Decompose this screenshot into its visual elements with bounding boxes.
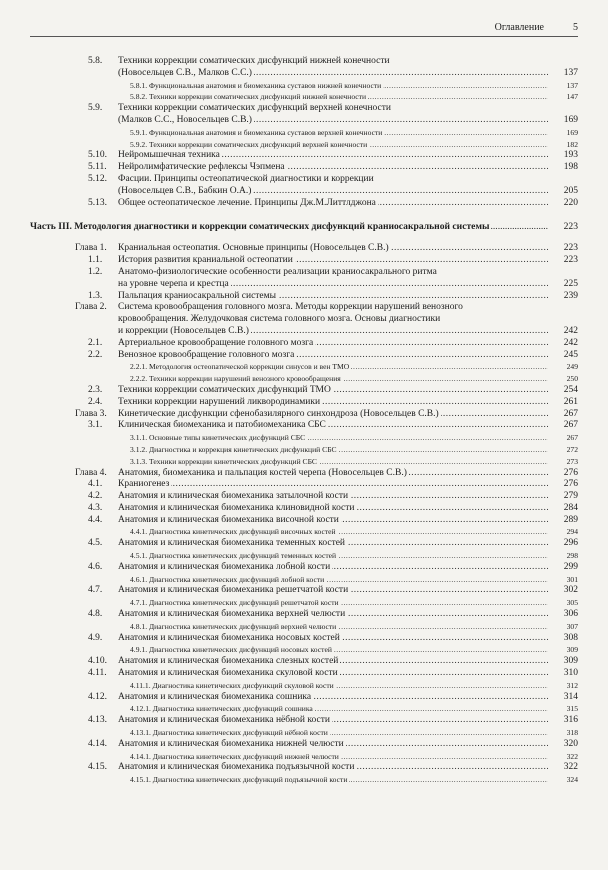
toc-entry-number: 4.8. — [88, 609, 103, 620]
toc-entry[interactable] — [0, 373, 608, 385]
toc-entry-number: 4.7. — [88, 585, 103, 596]
toc-entry-title: Артериальное кровообращение головного мозга — [118, 337, 314, 348]
toc-entry-title: Венозное кровообращение головного мозга — [118, 349, 295, 360]
toc-entry-page: 284 — [563, 502, 578, 513]
toc-entry-number: 1.3. — [88, 290, 103, 301]
toc-entry-title: Анатомия и клиническая биомеханика нёбной кости — [118, 715, 330, 726]
toc-entry[interactable] — [0, 68, 608, 80]
toc-entry[interactable] — [0, 338, 608, 350]
toc-entry-page: 220 — [563, 197, 578, 208]
toc-entry[interactable] — [0, 80, 608, 92]
toc-entry-page: 169 — [566, 127, 578, 137]
toc-entry[interactable] — [0, 574, 608, 586]
toc-entry-title: 4.8.1. Диагностика кинетических дисфункций верхней челюсти — [130, 621, 337, 631]
toc-entry-title: (Новосельцев С.В., Бабкин О.А.) — [118, 185, 252, 196]
toc-entry[interactable] — [0, 727, 608, 739]
part-label: Часть III. Методология диагностики и коррекции соматических дисфункций краниосакральной системы — [30, 221, 490, 233]
toc-entry[interactable] — [0, 468, 608, 480]
toc-entry-page: 254 — [563, 384, 578, 395]
toc-entry-number: Глава 1. — [75, 243, 107, 254]
toc-entry-title: и коррекции (Новосельцев С.В.) — [118, 325, 249, 336]
toc-entry[interactable] — [0, 255, 608, 267]
toc-entry[interactable] — [0, 491, 608, 503]
toc-entry-title: 2.2.1. Методология остеопатической коррекции синусов и вен ТМО — [130, 362, 350, 372]
toc-entry-title: Система кровообращения головного мозга. Методы коррекции нарушений венозного — [118, 302, 463, 313]
toc-entry-title: Техники коррекции соматических дисфункций ТМО — [118, 384, 331, 395]
toc-entry-title: Анатомия и клиническая биомеханика клиновидной кости — [118, 502, 355, 513]
toc-entry-page: 305 — [566, 598, 578, 608]
toc-entry[interactable] — [0, 597, 608, 609]
toc-entry-number: 4.3. — [88, 502, 103, 513]
toc-entry-page: 272 — [566, 444, 578, 454]
toc-entry[interactable] — [0, 91, 608, 103]
toc-entry[interactable] — [0, 668, 608, 680]
toc-entry-number: 5.8. — [88, 56, 103, 66]
toc-entry[interactable] — [0, 609, 608, 621]
toc-entry-title: Техники коррекции соматических дисфункций нижней конечности — [118, 56, 390, 66]
toc-entry-page: 301 — [566, 574, 578, 584]
toc-entry-title: 4.14.1. Диагностика кинетических дисфункций нижней челюсти — [130, 751, 339, 761]
toc-entry-number: 4.13. — [88, 715, 107, 726]
toc-entry[interactable] — [0, 397, 608, 409]
table-of-contents — [0, 56, 608, 786]
toc-entry[interactable] — [0, 762, 608, 774]
toc-entry-title: Анатомия и клиническая биомеханика скуловой кости — [118, 668, 338, 679]
toc-entry-title: 4.4.1. Диагностика кинетических дисфункций височных костей — [130, 527, 336, 537]
toc-entry-number: 4.11. — [88, 668, 107, 679]
toc-entry[interactable] — [0, 751, 608, 763]
toc-entry-page: 223 — [563, 243, 578, 254]
toc-entry-number: 4.5. — [88, 538, 103, 549]
toc-entry[interactable] — [0, 432, 608, 444]
toc-entry[interactable] — [0, 526, 608, 538]
toc-entry-number: Глава 3. — [75, 408, 107, 419]
toc-entry[interactable] — [0, 503, 608, 515]
toc-entry[interactable] — [0, 385, 608, 397]
toc-entry-page: 169 — [563, 114, 578, 125]
toc-entry-page: 324 — [566, 775, 578, 785]
toc-entry-page: 250 — [566, 374, 578, 384]
toc-entry-page: 147 — [566, 92, 578, 102]
toc-entry-page: 198 — [563, 162, 578, 173]
toc-entry-title: на уровне черепа и крестца — [118, 278, 229, 289]
header-page-number: 5 — [573, 22, 578, 33]
toc-entry[interactable] — [0, 186, 608, 198]
toc-entry-number: 5.13. — [88, 197, 107, 208]
toc-entry[interactable] — [0, 103, 608, 115]
toc-entry-number: 3.1. — [88, 420, 103, 431]
toc-entry-title: 4.7.1. Диагностика кинетических дисфункций решетчатой кости — [130, 598, 339, 608]
toc-entry-page: 308 — [563, 632, 578, 643]
toc-entry-title: 4.9.1. Диагностика кинетических дисфункций носовых костей — [130, 645, 332, 655]
toc-entry[interactable] — [0, 150, 608, 162]
toc-entry[interactable] — [0, 174, 608, 186]
toc-entry-title: Краниогенез — [118, 479, 170, 490]
toc-entry-number: 2.4. — [88, 396, 103, 407]
toc-entry-title: Фасции. Принципы остеопатической диагностики и коррекции — [118, 173, 374, 184]
toc-entry-page: 306 — [563, 609, 578, 620]
toc-entry-page: 294 — [566, 527, 578, 537]
toc-entry[interactable] — [0, 314, 608, 326]
toc-entry[interactable] — [0, 633, 608, 645]
toc-entry[interactable] — [0, 515, 608, 527]
toc-entry-page: 205 — [563, 185, 578, 196]
toc-entry-page: 267 — [563, 408, 578, 419]
toc-entry-number: 1.1. — [88, 255, 103, 266]
toc-section-before — [0, 56, 608, 209]
toc-entry-page: 310 — [563, 668, 578, 679]
toc-entry-title: Кинетические дисфункции сфенобазилярного синхондроза (Новосельцев С.В.) — [118, 408, 439, 419]
toc-entry-page: 289 — [563, 514, 578, 525]
toc-entry[interactable] — [0, 774, 608, 786]
toc-entry-title: Нейролимфатические рефлексы Чэпмена — [118, 162, 285, 173]
toc-entry-page: 276 — [563, 479, 578, 490]
toc-entry-number: 4.15. — [88, 762, 107, 773]
toc-entry-title: 4.11.1. Диагностика кинетических дисфункций скуловой кости — [130, 680, 334, 690]
toc-entry-title: 4.13.1. Диагностика кинетических дисфункций нёбной кости — [130, 728, 328, 738]
toc-entry-title: 2.2.2. Техники коррекции нарушений венозного кровообращения — [130, 374, 341, 384]
toc-entry-page: 307 — [566, 621, 578, 631]
toc-entry-page: 267 — [563, 420, 578, 431]
toc-entry[interactable] — [0, 456, 608, 468]
toc-entry-number: 5.10. — [88, 150, 107, 161]
toc-entry-page: 279 — [563, 491, 578, 502]
toc-entry-number: 4.10. — [88, 656, 107, 667]
toc-entry[interactable] — [0, 139, 608, 151]
toc-entry[interactable] — [0, 692, 608, 704]
toc-entry[interactable] — [0, 198, 608, 210]
toc-entry-page: 137 — [566, 80, 578, 90]
toc-entry-number: 1.2. — [88, 266, 103, 277]
toc-entry-title: 4.15.1. Диагностика кинетических дисфункций подъязычной кости — [130, 775, 348, 785]
toc-entry-page: 276 — [563, 467, 578, 478]
toc-entry-page: 320 — [563, 738, 578, 749]
toc-entry-title: 5.8.1. Функциональная анатомия и биомеханика суставов нижней конечности — [130, 80, 382, 90]
toc-entry-page: 322 — [563, 762, 578, 773]
toc-entry[interactable] — [0, 409, 608, 421]
toc-entry[interactable] — [0, 739, 608, 751]
part-page: 223 — [563, 221, 578, 233]
toc-entry-number: 5.9. — [88, 103, 103, 114]
toc-entry-title: 4.6.1. Диагностика кинетических дисфункций лобной кости — [130, 574, 325, 584]
toc-entry-title: Анатомия и клиническая биомеханика теменных костей — [118, 538, 346, 549]
toc-entry-title: Краниальная остеопатия. Основные принципы (Новосельцев С.В.) — [118, 243, 389, 254]
toc-entry-number: 2.3. — [88, 384, 103, 395]
toc-entry-page: 315 — [566, 704, 578, 714]
toc-entry[interactable] — [0, 243, 608, 255]
toc-entry[interactable] — [0, 703, 608, 715]
toc-entry-title: Анатомо-физиологические особенности реализации краниосакрального ритма — [118, 266, 437, 277]
toc-entry[interactable] — [0, 621, 608, 633]
toc-entry-page: 245 — [563, 349, 578, 360]
toc-entry-page: 314 — [563, 691, 578, 702]
toc-entry-title: Анатомия и клиническая биомеханика подъязычной кости — [118, 762, 355, 773]
toc-entry-page: 242 — [563, 337, 578, 348]
toc-entry-page: 182 — [566, 139, 578, 149]
toc-entry[interactable] — [0, 550, 608, 562]
toc-entry-number: Глава 4. — [75, 467, 107, 478]
toc-entry[interactable] — [0, 267, 608, 279]
toc-entry-page: 298 — [566, 551, 578, 561]
toc-entry-title: Техники коррекции нарушений ликвородинамики — [118, 396, 321, 407]
toc-entry[interactable] — [0, 715, 608, 727]
toc-entry-title: 5.9.2. Техники коррекции соматических дисфункций верхней конечности — [130, 139, 368, 149]
toc-entry[interactable] — [0, 562, 608, 574]
toc-entry-page: 322 — [566, 751, 578, 761]
toc-entry[interactable] — [0, 479, 608, 491]
header-title: Оглавление — [494, 22, 544, 33]
toc-entry-title: История развития краниальной остеопатии — [118, 255, 293, 266]
toc-entry-number: 2.2. — [88, 349, 103, 360]
toc-entry-page: 261 — [563, 396, 578, 407]
toc-entry-number: 4.12. — [88, 691, 107, 702]
toc-entry-page: 239 — [563, 290, 578, 301]
toc-entry-number: 4.1. — [88, 479, 103, 490]
toc-entry[interactable] — [0, 420, 608, 432]
toc-entry-number: 5.11. — [88, 162, 107, 173]
toc-entry-page: 309 — [566, 645, 578, 655]
toc-entry[interactable] — [0, 326, 608, 338]
toc-entry-title: Анатомия и клиническая биомеханика решетчатой кости — [118, 585, 349, 596]
toc-entry-title: 3.1.2. Диагностика и коррекция кинетических дисфункций СБС — [130, 444, 337, 454]
toc-entry-title: Анатомия, биомеханика и пальпация костей черепа (Новосельцев С.В.) — [118, 467, 407, 478]
toc-entry-page: 312 — [566, 680, 578, 690]
toc-entry-title: (Новосельцев С.В., Малков С.С.) — [118, 67, 252, 78]
toc-entry-page: 225 — [563, 278, 578, 289]
toc-entry-title: Пальпация краниосакральной системы — [118, 290, 277, 301]
toc-entry-title: Анатомия и клиническая биомеханика слезных костей — [118, 656, 339, 667]
toc-entry-title: 5.8.2. Техники коррекции соматических дисфункций нижней конечности — [130, 92, 367, 102]
toc-entry-title: Техники коррекции соматических дисфункций верхней конечности — [118, 103, 391, 114]
toc-entry-page: 137 — [563, 67, 578, 78]
toc-entry-page: 302 — [563, 585, 578, 596]
toc-entry-page: 242 — [563, 325, 578, 336]
toc-entry-title: Анатомия и клиническая биомеханика височной кости — [118, 514, 339, 525]
toc-entry[interactable] — [0, 656, 608, 668]
toc-entry-number: 2.1. — [88, 337, 103, 348]
toc-entry-page: 267 — [566, 433, 578, 443]
toc-entry-title: Нейромышечная техника — [118, 150, 220, 161]
toc-entry-title: Анатомия и клиническая биомеханика нижней челюсти — [118, 738, 344, 749]
toc-entry-number: 4.14. — [88, 738, 107, 749]
toc-entry-number: 5.12. — [88, 173, 107, 184]
toc-entry-title: Анатомия и клиническая биомеханика сошника — [118, 691, 312, 702]
toc-entry-page: 316 — [563, 715, 578, 726]
toc-entry[interactable] — [0, 56, 608, 68]
toc-entry-title: Анатомия и клиническая биомеханика лобной кости — [118, 561, 331, 572]
toc-entry-title: кровообращения. Желудочковая система головного мозга. Основы диагностики — [118, 314, 441, 325]
toc-entry[interactable] — [0, 162, 608, 174]
toc-entry-title: Клиническая биомеханика и патобиомеханика СБС — [118, 420, 326, 431]
toc-entry[interactable] — [0, 279, 608, 291]
toc-entry-title: Анатомия и клиническая биомеханика верхней челюсти — [118, 609, 346, 620]
toc-entry-title: 4.5.1. Диагностика кинетических дисфункций теменных костей — [130, 551, 337, 561]
toc-entry-number: 4.6. — [88, 561, 103, 572]
toc-entry[interactable] — [0, 127, 608, 139]
running-header — [30, 20, 578, 37]
toc-entry[interactable] — [0, 444, 608, 456]
toc-entry-number: 4.4. — [88, 514, 103, 525]
toc-entry[interactable] — [0, 585, 608, 597]
toc-entry[interactable] — [0, 291, 608, 303]
toc-entry-title: Анатомия и клиническая биомеханика носовых костей — [118, 632, 340, 643]
toc-entry-number: 4.9. — [88, 632, 103, 643]
toc-entry[interactable] — [0, 350, 608, 362]
toc-entry-page: 193 — [563, 150, 578, 161]
toc-entry-page: 273 — [566, 456, 578, 466]
toc-entry[interactable] — [0, 644, 608, 656]
toc-entry-page: 318 — [566, 728, 578, 738]
toc-entry-page: 249 — [566, 362, 578, 372]
toc-entry-title: (Малков С.С., Новосельцев С.В.) — [118, 114, 252, 125]
toc-entry-page: 309 — [563, 656, 578, 667]
toc-entry-title: 3.1.1. Основные типы кинетических дисфункций СБС — [130, 433, 306, 443]
toc-part-heading[interactable] — [0, 219, 608, 235]
toc-entry-title: 5.9.1. Функциональная анатомия и биомеханика суставов верхней конечности — [130, 127, 383, 137]
toc-entry[interactable] — [0, 361, 608, 373]
toc-entry-page: 223 — [563, 255, 578, 266]
toc-entry-page: 299 — [563, 561, 578, 572]
toc-entry-title: 3.1.3. Техники коррекции кинетических дисфункций СБС — [130, 456, 317, 466]
toc-entry-page: 296 — [563, 538, 578, 549]
toc-entry-title: 4.12.1. Диагностика кинетических дисфункций сошника — [130, 704, 313, 714]
toc-section-after — [0, 243, 608, 786]
toc-entry[interactable] — [0, 680, 608, 692]
toc-entry[interactable] — [0, 302, 608, 314]
toc-entry-title: Общее остеопатическое лечение. Принципы Дж.М.Литтлджона — [118, 197, 376, 208]
toc-entry[interactable] — [0, 538, 608, 550]
toc-entry-title: Анатомия и клиническая биомеханика затылочной кости — [118, 491, 349, 502]
toc-entry[interactable] — [0, 115, 608, 127]
toc-entry-number: Глава 2. — [75, 302, 107, 313]
toc-entry-number: 4.2. — [88, 491, 103, 502]
